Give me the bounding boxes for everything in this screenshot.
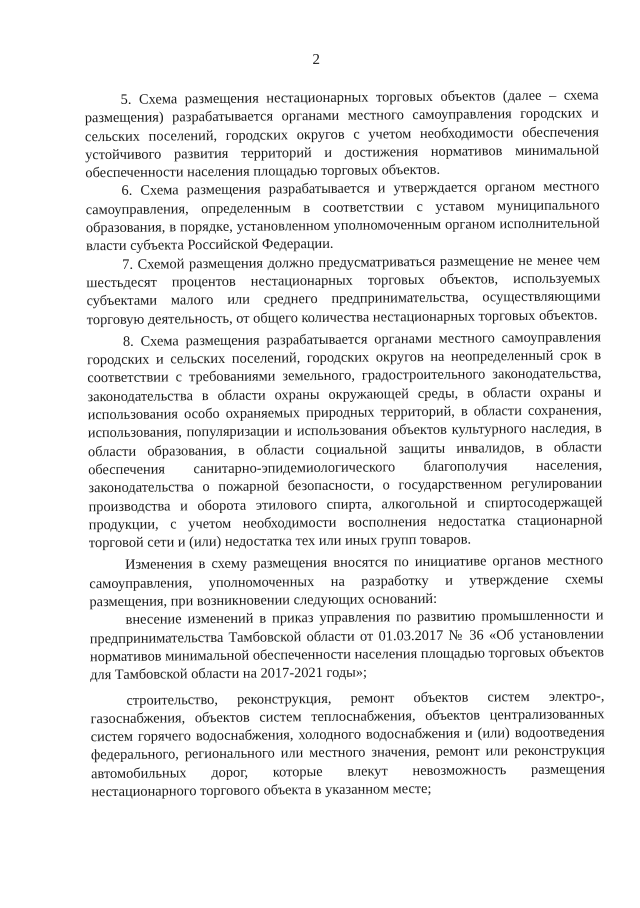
document-body [85,86,606,801]
page-number: 2 [312,51,321,69]
paragraph-7: 7. Схемой размещения должно предусматриваться размещение не менее чем шестьдесят процентов нестационарных торговых объектов, используемых субъектами малого или среднего предпринимательства, осуществляющими торговую деятельность, от общего количества нестационарных торговых объектов. [86,251,601,328]
paragraph-ground-order-amendment: внесение изменений в приказ управления по развитию промышленности и предпринимательства Тамбовской области от 01.03.2017 № 36 «Об установлении нормативов минимальной обеспеченности населения площадью торговых объектов для Тамбовской области на 2017-2021 годы»; [89,607,605,684]
paragraph-changes-intro: Изменения в схему размещения вносятся по инициативе органов местного самоуправления, уполномоченных на разработку и утверждение схемы размещения, при возникновении следующих оснований: [89,552,604,611]
paragraph-8: 8. Схема размещения разрабатывается органами местного самоуправления городских и сельских поселений, городских округов на неопределенный срок в соответствии с требованиями земельного, градостроительного законодательства, законодательства в области охраны окружающей среды, в области охраны и использования особо охраняемых природных территорий, в области сохранения, использования, популяризации и использования объектов культурного наследия, в области образования, в области социальной защиты инвалидов, в области обеспечения санитарно-эпидемиологического благополучия населения, законодательства о пожарной безопасности, о государственном регулировании производства и оборота этилового спирта, алкогольной и спиртосодержащей продукции, с учетом необходимости восполнения недостатка стационарной торговой сети и (или) недостатка тех или иных групп товаров. [87,329,603,552]
paragraph-6: 6. Схема размещения разрабатывается и утверждается органом местного самоуправления, определенным в соответствии с уставом муниципального образования, в порядке, установленном уполномоченным органом исполнительной власти субъекта Российской Федерации. [85,178,600,255]
paragraph-5: 5. Схема размещения нестационарных торговых объектов (далее – схема размещения) разрабатывается органами местного самоуправления городских и сельских поселений, городских округов с учетом необходимости обеспечения устойчивого развития территорий и достижения нормативов минимальной обеспеченности населения площадью торговых объектов. [84,87,600,182]
paragraph-ground-construction: строительство, реконструкция, ремонт объектов систем электро-, газоснабжения, объектов систем теплоснабжения, объектов централизованных систем горячего водоснабжения, холодного водоснабжения и (или) водоотведения федерального, регионального или местного значения, ремонт или реконструкция автомобильных дорог, которые влекут невозможность размещения нестационарного торгового объекта в указанном месте; [90,687,606,801]
